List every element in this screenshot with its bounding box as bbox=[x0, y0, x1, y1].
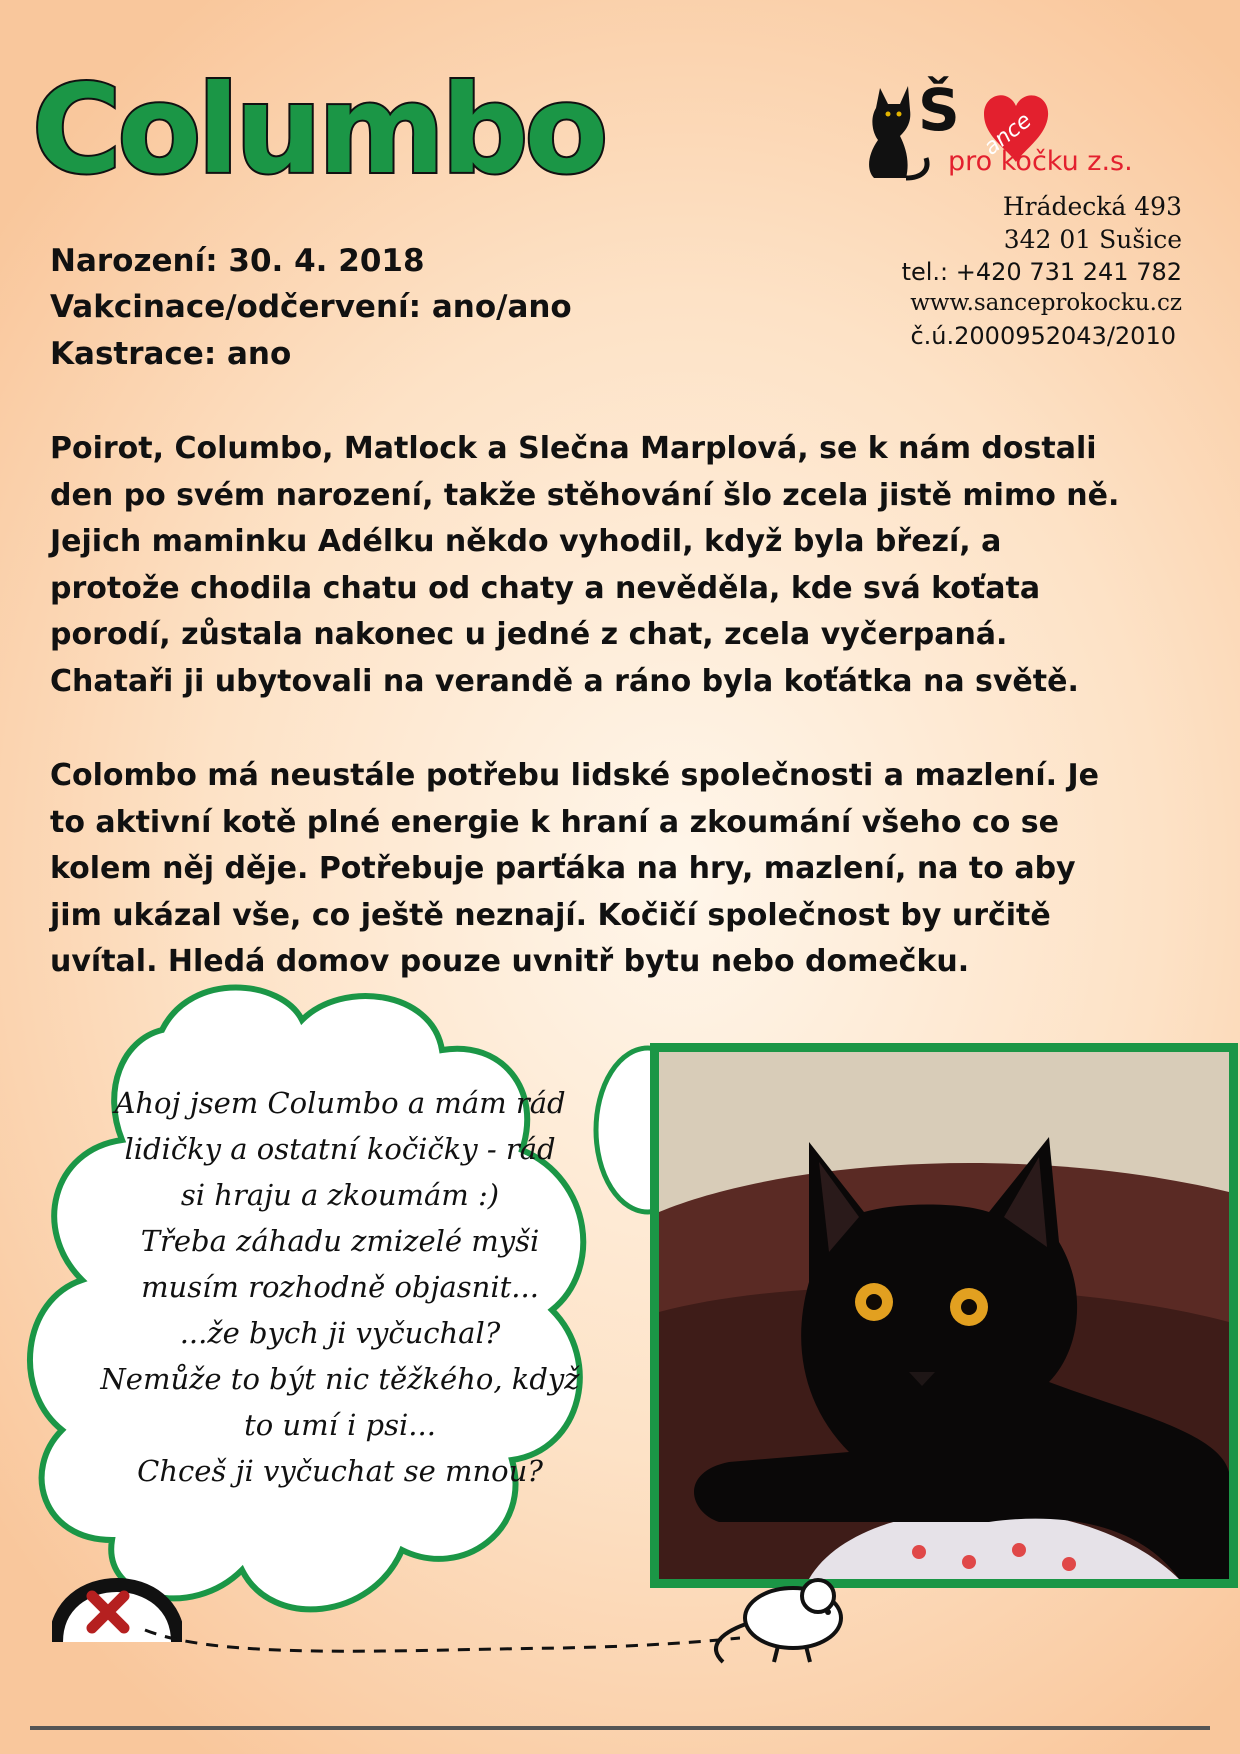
paragraph-line: kolem něj děje. Potřebuje parťáka na hry, mazlení, na to aby bbox=[50, 851, 1076, 886]
mouse-icon bbox=[708, 1568, 858, 1678]
speech-line: lidičky a ostatní kočičky - rád bbox=[124, 1132, 556, 1166]
speech-line: Nemůže to být nic těžkého, když bbox=[100, 1362, 580, 1396]
paragraph-line: to aktivní kotě plné energie k hraní a zkoumání všeho co se bbox=[50, 804, 1059, 840]
logo-word: ance bbox=[979, 108, 1037, 161]
paragraph-line: uvítal. Hledá domov pouze uvnitř bytu nebo domečku. bbox=[50, 944, 970, 979]
logo-subtitle: pro kočku z.s. bbox=[948, 146, 1133, 177]
cat-photo-illustration bbox=[659, 1052, 1229, 1579]
address-street: Hrádecká 493 bbox=[1002, 192, 1182, 221]
paragraph-line: protože chodila chatu od chaty a nevěděla, kde svá koťata bbox=[50, 570, 1041, 606]
speech-line: ...že bych ji vyčuchal? bbox=[179, 1316, 501, 1350]
address-web: www.sanceprokocku.cz bbox=[910, 290, 1182, 316]
info-castration: Kastrace: ano bbox=[50, 336, 292, 372]
speech-line: si hraju a zkoumám :) bbox=[180, 1178, 500, 1212]
speech-line: Chceš ji vyčuchat se mnou? bbox=[137, 1454, 543, 1488]
info-vaccination: Vakcinace/odčervení: ano/ano bbox=[50, 289, 572, 325]
bottom-divider bbox=[30, 1726, 1210, 1730]
paragraph-line: jim ukázal vše, co ještě neznají. Kočičí společnost by určitě bbox=[50, 897, 1051, 933]
description-paragraph-2 bbox=[50, 753, 1210, 986]
title-text: Columbo bbox=[32, 60, 605, 200]
description-paragraph-1 bbox=[50, 426, 1210, 705]
paragraph-line: Chataři ji ubytovali na verandě a ráno byla koťátka na světě. bbox=[50, 663, 1079, 699]
address-phone: tel.: +420 731 241 782 bbox=[901, 258, 1182, 286]
address-city: 342 01 Sušice bbox=[1003, 225, 1182, 254]
speech-line: to umí i psi... bbox=[244, 1408, 436, 1442]
info-birth: Narození: 30. 4. 2018 bbox=[50, 243, 425, 279]
cat-photo bbox=[650, 1043, 1238, 1588]
dashed-trail bbox=[140, 1600, 740, 1680]
speech-line: Ahoj jsem Columbo a mám rád bbox=[114, 1086, 566, 1120]
paragraph-line: Jejich maminku Adélku někdo vyhodil, když byla březí, a bbox=[50, 524, 1002, 559]
paragraph-line: Poirot, Columbo, Matlock a Slečna Marplová, se k nám dostali bbox=[50, 431, 1097, 466]
address-account: č.ú.2000952043/2010 bbox=[910, 322, 1176, 350]
paragraph-line: porodí, zůstala nakonec u jedné z chat, zcela vyčerpaná. bbox=[50, 617, 1008, 652]
speech-text bbox=[80, 1080, 600, 1494]
speech-line: musím rozhodně objasnit... bbox=[141, 1270, 539, 1304]
page-title bbox=[20, 60, 660, 200]
paragraph-line: Colombo má neustále potřebu lidské společnosti a mazlení. Je bbox=[50, 758, 1100, 793]
logo-initial: Š bbox=[918, 76, 960, 144]
speech-line: Třeba záhadu zmizelé myši bbox=[140, 1224, 540, 1258]
organization-logo bbox=[866, 74, 1196, 186]
paragraph-line: den po svém narození, takže stěhování šlo zcela jistě mimo ně. bbox=[50, 477, 1120, 513]
